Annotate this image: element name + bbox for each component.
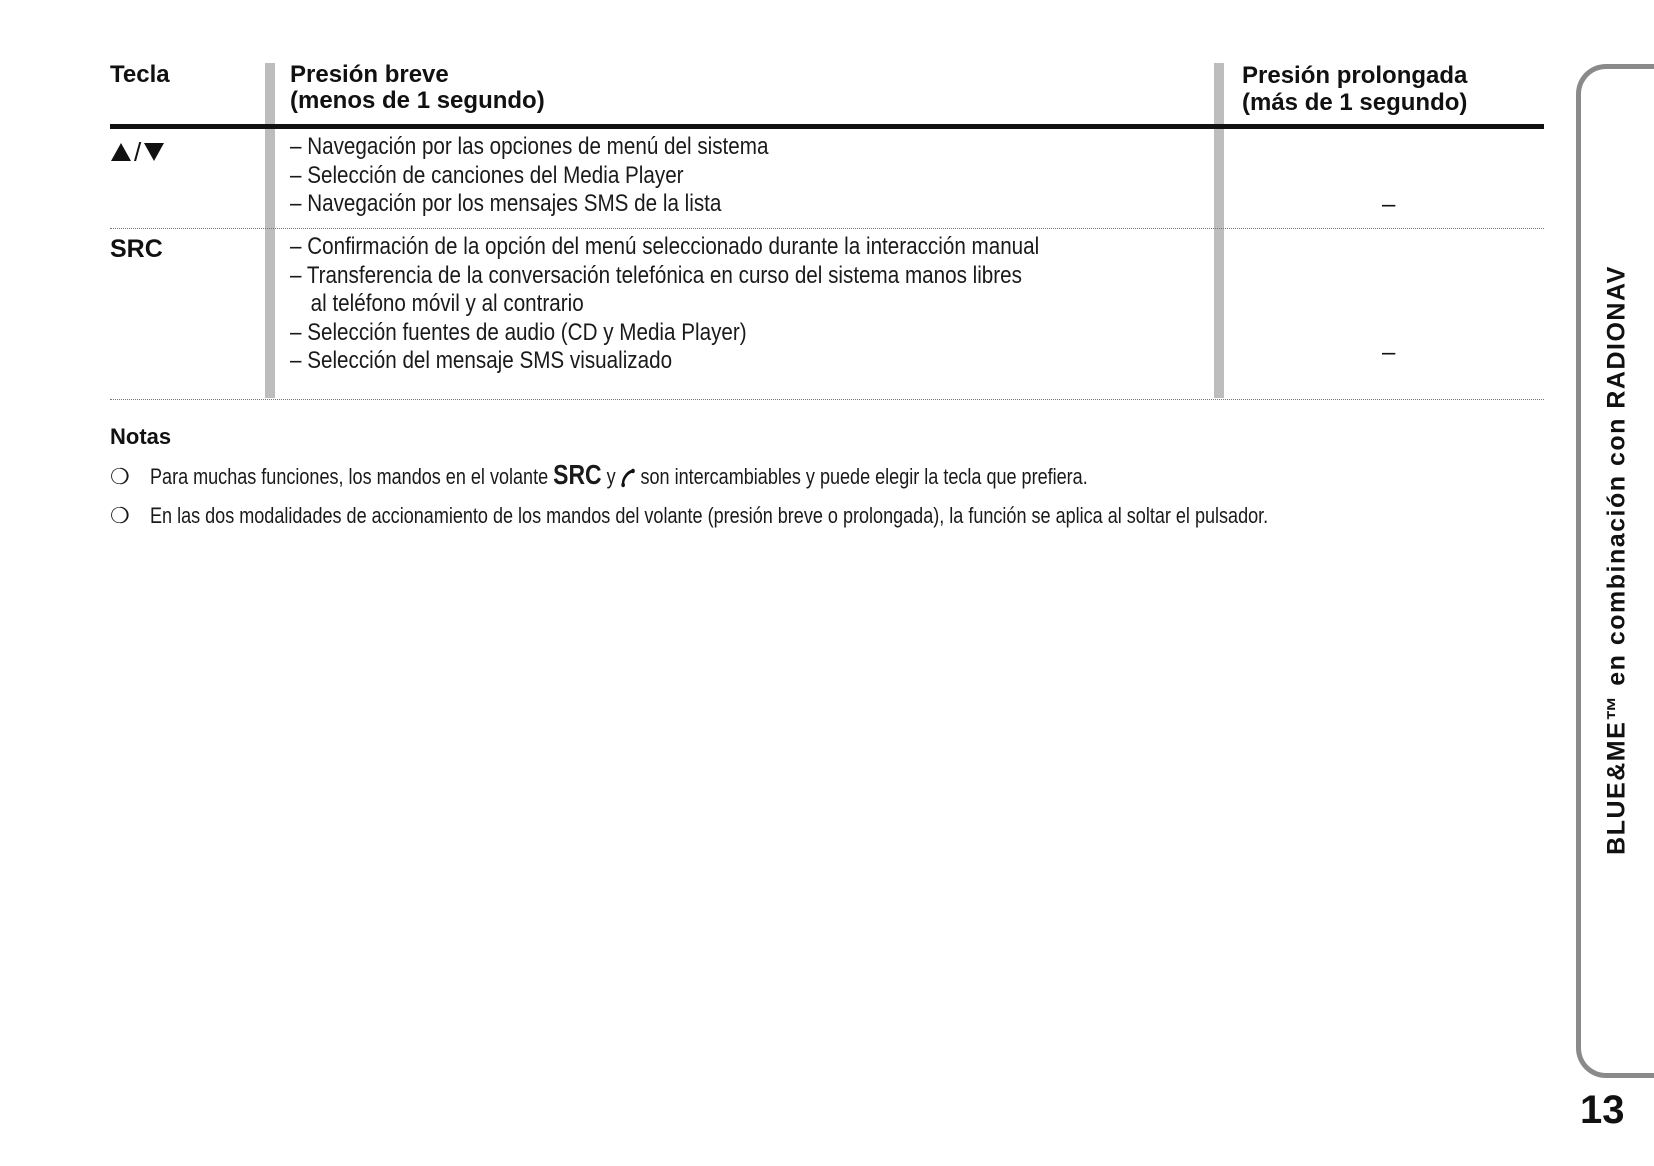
note-text-mid: y: [606, 464, 616, 489]
section-tab-label: BLUE&ME™ en combinación con RADIONAV: [1602, 265, 1631, 855]
description-line: – Navegación por los mensajes SMS de la lista: [290, 190, 722, 217]
key-src: SRC: [110, 235, 163, 263]
long-press-value: –: [1382, 191, 1396, 218]
key-separator: /: [134, 137, 142, 167]
description-line: – Transferencia de la conversación telefónica en curso del sistema manos libres: [290, 261, 1022, 289]
table-row: [110, 129, 1544, 229]
header-short-press-subtitle: (menos de 1 segundo): [290, 87, 545, 114]
src-key-label: SRC: [553, 459, 602, 490]
phone-handset-icon: [621, 468, 636, 488]
note-item: [110, 459, 1294, 490]
key-up-down-arrows: [110, 139, 165, 165]
description-line: – Selección fuentes de audio (CD y Media Player): [290, 318, 747, 346]
page-number: 13: [1580, 1088, 1625, 1132]
note-item: [110, 503, 1514, 529]
note-text: En las dos modalidades de accionamiento de los mandos del volante (presión breve o prolongada), la función se aplica al soltar el pulsador.: [150, 503, 1269, 528]
header-long-press-subtitle: (más de 1 segundo): [1242, 89, 1468, 116]
down-triangle-icon: [143, 142, 165, 162]
table-row: [110, 229, 1544, 400]
header-short-press-title: Presión breve: [290, 61, 449, 88]
note-text: [150, 459, 1088, 490]
table-header: [110, 58, 1544, 129]
header-long-press-title: Presión prolongada: [1242, 62, 1468, 89]
description-line-continued: al teléfono móvil y al contrario: [310, 290, 584, 317]
description-line: – Navegación por las opciones de menú del sistema: [290, 133, 769, 160]
controls-table: [110, 58, 1544, 400]
notes-heading: Notas: [110, 424, 172, 449]
long-press-value: –: [1382, 339, 1396, 366]
short-press-description: [290, 233, 1039, 376]
up-triangle-icon: [110, 142, 132, 162]
header-long-press: [1242, 62, 1467, 116]
bullet-icon: ❍: [110, 503, 130, 528]
header-short-press: [290, 62, 545, 114]
description-line: – Confirmación de la opción del menú seleccionado durante la interacción manual: [290, 233, 1040, 260]
note-text-before: Para muchas funciones, los mandos en el volante: [150, 464, 549, 489]
description-line: – Selección de canciones del Media Player: [290, 161, 684, 189]
header-key: Tecla: [110, 61, 170, 88]
description-line: – Selección del mensaje SMS visualizado: [290, 347, 673, 374]
bullet-icon: ❍: [110, 464, 130, 489]
note-text-after: son intercambiables y puede elegir la tecla que prefiera.: [640, 464, 1088, 489]
short-press-description: [290, 133, 768, 219]
